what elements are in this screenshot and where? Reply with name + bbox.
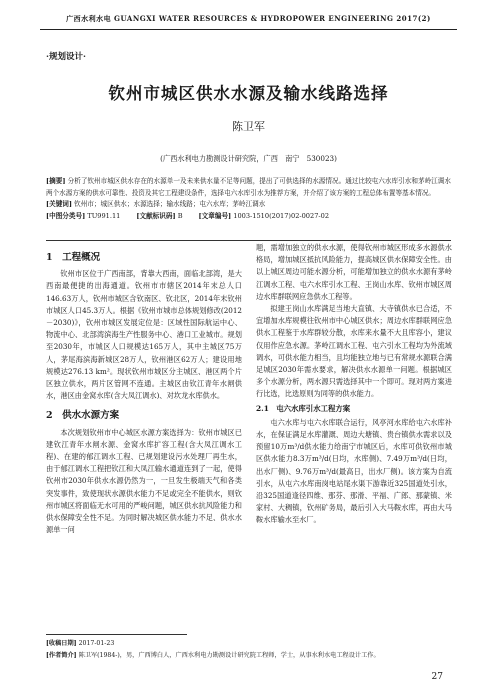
abstract-block [46, 176, 451, 222]
page-number: 27 [431, 672, 443, 682]
paragraph: 题，需增加独立的供水水源，使得钦州市城区形成多水源供水格局，增加城区抵抗风险能力，提高城区供水保障安全性。由以上城区周边可能水源分析，可能增加独立的供水水源有茅岭江调水工程、屯六水库引水工程、王岗山水库、钦州市城区周边水库群联网应急供水工程等。 [256, 243, 452, 301]
running-header-text: 广西水利水电 GUANGXI WATER RESOURCES & HYDROPOWER ENGINEERING 2017(2) [66, 13, 431, 23]
abstract-text: 分析了钦州市城区供水存在的水源单一及未来供水量不足等问题，提出了可供选择的水源情况。通过比较屯六水库引水和茅岭江调水两个水源方案的供水可靠性、投资及其它工程建设条件，选择屯六水库引水为推荐方案，并介绍了该方案的工程总体布置等基本情况。 [46, 177, 451, 197]
clc-code: [中图分类号] TU991.11 [46, 211, 121, 220]
keywords-label: [关键词] [46, 200, 73, 208]
article-author: 陈卫军 [232, 120, 265, 133]
paragraph: 拟建王岗山水库满足当地大直镇、大寺镇供水已合适，不宜增加水库规模往钦州市中心城区供水；周边水库群联网应急供水工程鉴于水库群较分散，水库来水量不大且库容小，建议仅用作应急水源。茅岭江调水工程、屯六引水工程均为外流域调水，可供水能力相当，且均能独立地与已有常规水源联合满足城区2030年需水要求，解决供水水源单一问题。根据城区多个水源分析，两水源只需选择其中一个即可。现对两方案进行比选，比选原则为同等的供水能力。 [256, 304, 452, 399]
abstract-label: [摘要] [46, 177, 66, 185]
section-heading: 1 工程概况 [46, 252, 101, 263]
abstract-divider [46, 240, 451, 241]
column-label: ·规划设计· [46, 52, 86, 62]
running-header [40, 8, 457, 30]
paragraph: 屯六水库与屯六水库联合运行，风亭河水库给屯六水库补水，在保证满足水库灌溉、周边大塘镇、贵台镇供水需求以及预留10万m³/d供水能力给南宁市城区后，水库可供钦州市城区供水能力8.3万m³/d(日均，水库侧)、7.49万m³/d(日均，出水厂侧)、9.76万m³/d(最高日，出水厂侧)。该方案为自流引水，从屯六水库南岗电站尾水渠下游靠近325国道处引水，沿325国道逢径四维、那芬、那滑、平福、广郎、那蒙镇、米家村、大稠镇，钦州矿务局，最后引入大马鞍水库，再由大马鞍水库输水至水厂。 [256, 417, 452, 525]
abstract [46, 176, 451, 199]
article-title: 钦州市城区供水水源及输水线路选择 [108, 84, 389, 103]
section-heading: 2 供水水源方案 [46, 410, 120, 422]
received-date: [收稿日期] 2017-01-23 [46, 640, 115, 647]
keywords-text: 钦州市；城区供水；水源选择；输水线路；屯六水库；茅岭江调水 [74, 200, 266, 208]
article-id: [文章编号] 1003-1510(2017)02-0027-02 [198, 211, 330, 220]
body-column-right [256, 242, 452, 527]
meta-row [46, 211, 451, 223]
paragraph: 本次规划钦州市中心城区水源方案选择为：钦州市城区已建钦江青年水闸水源、金窝水库扩容工程(含大凤江调水工程)、在建的郁江调水工程、已规划建设污水处理厂再生水，由于郁江调水工程把钦江和大凤江输水通道连到了一起，使得钦州市2030年供水水源仍然为一，一旦发生极端天气和各类突发事件，致使现状水源供水能力不足或完全不能供水，则钦州市城区将面临无水可用的严峻问题，城区供水抗风险能力和供水保障安全性不足。为同时解决城区供水能力不足、供水水源单一问 [46, 427, 242, 535]
article-affiliation: (广西水利电力勘测设计研究院，广西 南宁 530023) [160, 154, 337, 163]
body-column-left [46, 244, 242, 536]
paragraph: 钦州市区位于广西南部，背靠大西南，面临北部湾，是大西南最便捷的出海通道。钦州市市辖区2014年末总人口146.63万人，钦州市城区含钦南区、钦北区，2014年末钦州市城区人口45.3万人。根据《钦州市城市总体规划修改(2012－2030)》，钦州市城区发展定位是：区域性国际航运中心、物流中心、北部湾滨海生产性服务中心、港口工业城市。规划至2030年，市城区人口规模达165万人，其中主城区75万人，茅尾海滨海新城区28万人，钦州港区62万人；建设用地规模达276.13 km²。现状钦州市城区分主城区、港区两个片区独立供水，两片区管网不连通。主城区由钦江青年水闸供水，港区由金窝水库(含大凤江调水)、对坎龙水库供水。 [46, 269, 242, 401]
footnote [46, 638, 451, 661]
footnote-divider [46, 634, 187, 635]
doc-code: [文献标识码] B [136, 211, 183, 220]
keywords [46, 199, 451, 211]
subsection-heading: 2.1 屯六水库引水工程方案 [256, 403, 351, 413]
author-bio: [作者简介] 陈卫军(1984-)，男，广西博白人，广西水利电力勘测设计研究院工程师，学士，从事水利水电工程设计工作。 [46, 651, 380, 659]
